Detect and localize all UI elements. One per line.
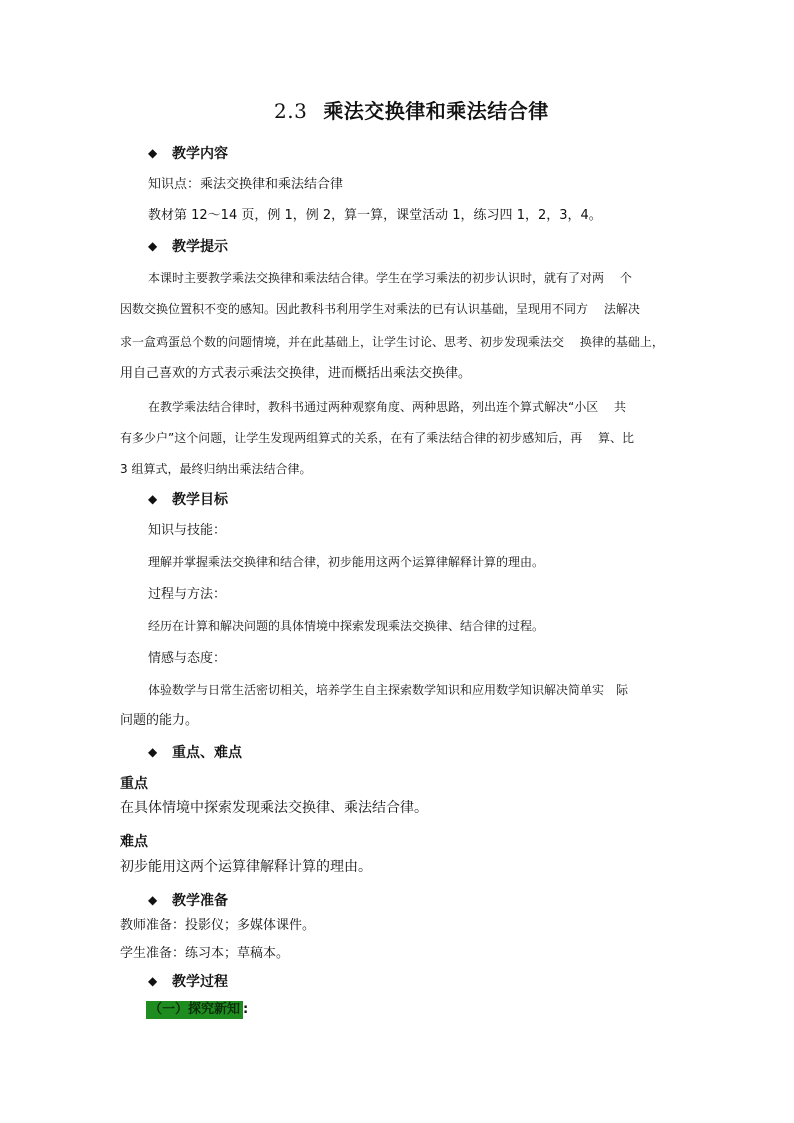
hints-paragraph-2-line-1: 在教学乘法结合律时，教科书通过两种观察角度、两种思路，列出连个算式解决“小区 共 [148, 400, 627, 414]
diamond-bullet-icon: ◆ [148, 974, 158, 988]
goals-process-label: 过程与方法： [148, 587, 227, 602]
prep-student: 学生准备：练习本；草稿本。 [120, 946, 290, 961]
content-textbook-pages: 教材第 12～14 页，例 1，例 2，算一算，课堂活动 1，练习四 1，2，3，4。 [148, 208, 602, 223]
section-heading-hints-text: 教学提示 [172, 239, 228, 255]
title-number: 2.3 [274, 99, 308, 123]
difficulty-text: 初步能用这两个运算律解释计算的理由。 [120, 859, 372, 875]
process-step-1 [146, 1000, 248, 1016]
goals-knowledge-text: 理解并掌握乘法交换律和结合律，初步能用这两个运算律解释计算的理由。 [148, 555, 545, 569]
section-heading-key-points [148, 746, 242, 760]
process-step-1-highlight: （一）探究新知 [146, 1001, 243, 1019]
section-heading-prep [148, 894, 228, 908]
section-heading-process-text: 教学过程 [172, 974, 228, 990]
difficulty-label: 难点 [120, 834, 148, 850]
hints-paragraph-2-line-3: 3 组算式，最终归纳出乘法结合律。 [120, 462, 312, 476]
section-heading-content-text: 教学内容 [172, 146, 228, 162]
section-heading-prep-text: 教学准备 [172, 893, 228, 909]
key-point-label: 重点 [120, 776, 148, 792]
section-heading-hints [148, 240, 228, 254]
content-knowledge-point: 知识点：乘法交换律和乘法结合律 [148, 177, 344, 192]
key-point-text: 在具体情境中探索发现乘法交换律、乘法结合律。 [120, 800, 428, 816]
goals-emotion-label: 情感与态度： [148, 651, 227, 666]
hints-paragraph-1-line-4: 用自己喜欢的方式表示乘法交换律，进而概括出乘法交换律。 [120, 366, 472, 381]
page-title [274, 101, 549, 121]
goals-knowledge-label: 知识与技能： [148, 523, 227, 538]
goals-emotion-text-line-2: 问题的能力。 [120, 713, 199, 728]
prep-teacher: 教师准备：投影仪；多媒体课件。 [120, 918, 316, 933]
hints-paragraph-1-line-3: 求一盒鸡蛋总个数的问题情境，并在此基础上，让学生讨论、思考、初步发现乘法交 换律的基础上， [120, 335, 664, 349]
hints-paragraph-1-line-1: 本课时主要教学乘法交换律和乘法结合律。学生在学习乘法的初步认识时，就有了对两 个 [148, 271, 632, 285]
section-heading-content [148, 147, 228, 161]
section-heading-process [148, 975, 228, 989]
section-heading-goals [148, 493, 228, 507]
section-heading-goals-text: 教学目标 [172, 492, 228, 508]
process-step-1-colon: : [243, 1002, 249, 1017]
diamond-bullet-icon: ◆ [148, 492, 158, 506]
hints-paragraph-2-line-2: 有多少户”这个问题，让学生发现两组算式的关系，在有了乘法结合律的初步感知后，再 算、比 [120, 431, 635, 445]
goals-emotion-text-line-1: 体验数学与日常生活密切相关，培养学生自主探索数学知识和应用数学知识解决简单实 际 [148, 683, 629, 697]
diamond-bullet-icon: ◆ [148, 146, 158, 160]
section-heading-key-points-text: 重点、难点 [172, 745, 242, 761]
goals-process-text: 经历在计算和解决问题的具体情境中探索发现乘法交换律、结合律的过程。 [148, 619, 545, 633]
diamond-bullet-icon: ◆ [148, 893, 158, 907]
title-text: 乘法交换律和乘法结合律 [323, 99, 549, 123]
diamond-bullet-icon: ◆ [148, 239, 158, 253]
diamond-bullet-icon: ◆ [148, 745, 158, 759]
hints-paragraph-1-line-2: 因数交换位置积不变的感知。因此教科书利用学生对乘法的已有认识基础，呈现用不同方 法解决 [120, 302, 640, 316]
